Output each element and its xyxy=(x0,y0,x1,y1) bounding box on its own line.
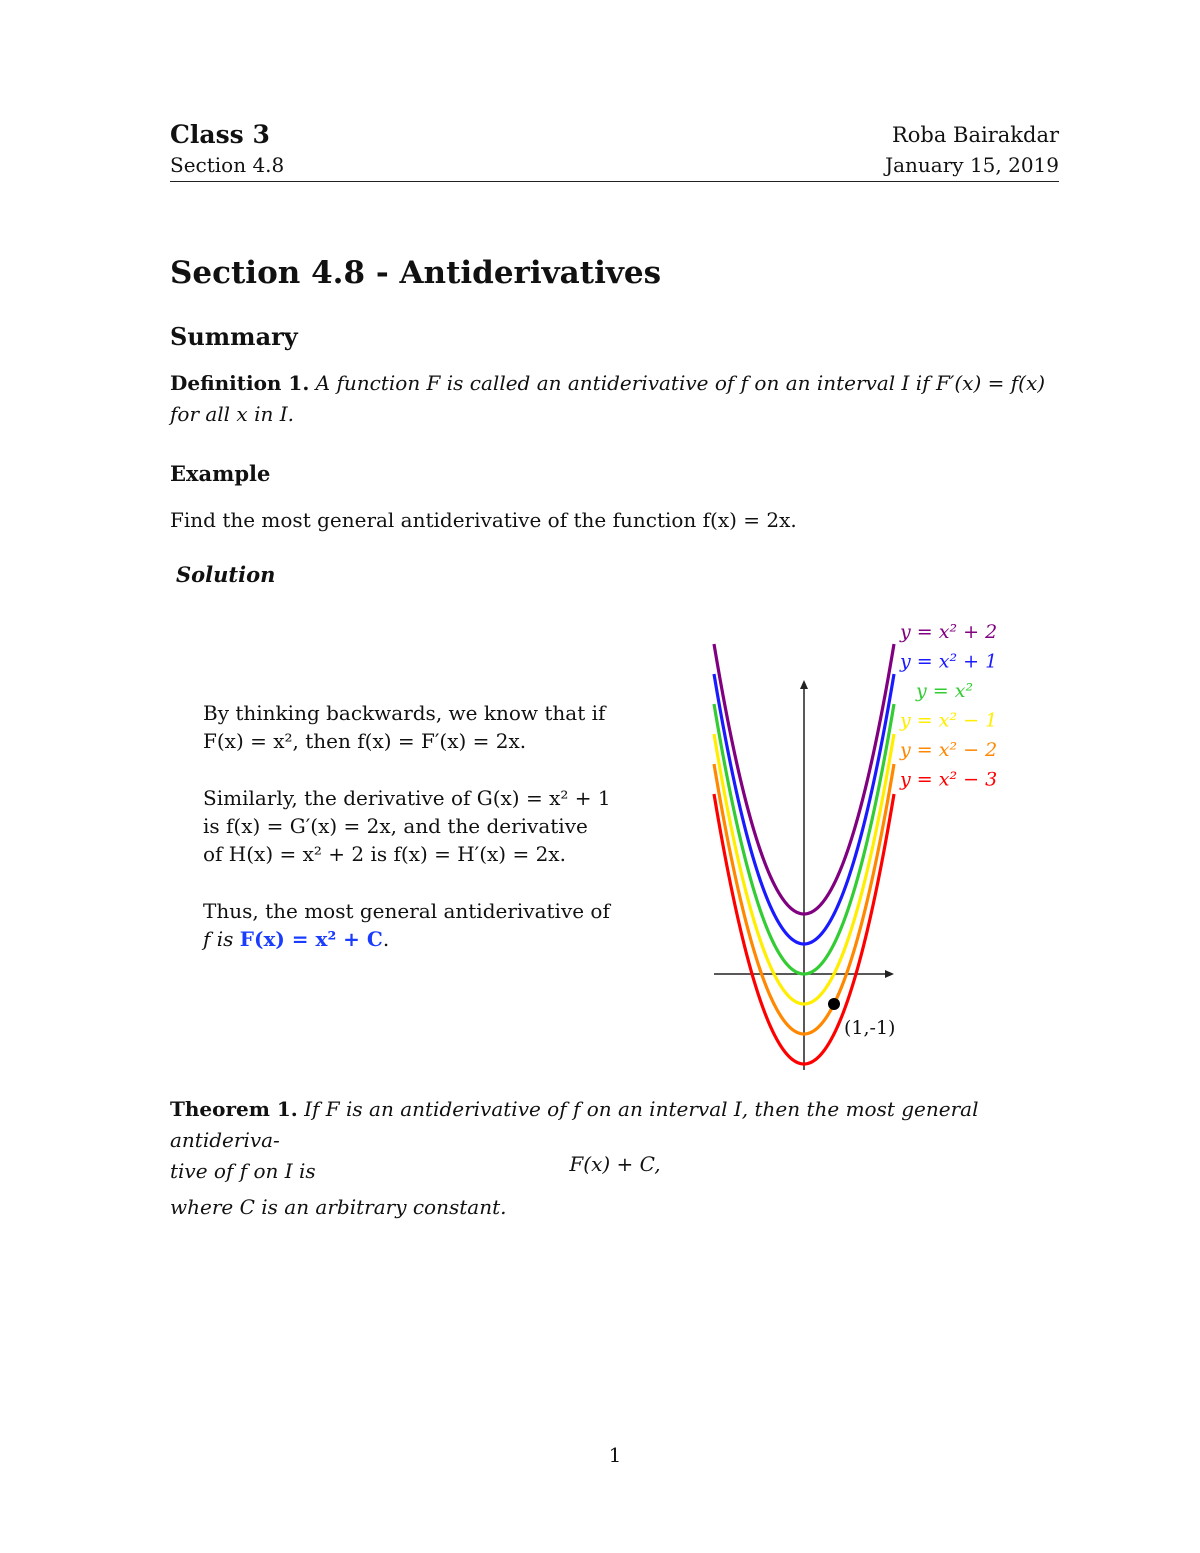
curve-label: y = x² + 1 xyxy=(900,650,998,673)
theorem-text-c: where C is an arbitrary constant. xyxy=(170,1195,507,1219)
theorem-text-a: If F is an antiderivative of f on an interval I, then the most general antideriva- xyxy=(170,1097,979,1152)
header-author: Roba Bairakdar xyxy=(891,123,1059,147)
solution-line: of H(x) = x² + 2 is f(x) = H′(x) = 2x. xyxy=(203,842,566,866)
curve-label: y = x² xyxy=(916,680,974,702)
solution-paragraph-1 xyxy=(203,699,623,755)
solution-label: Solution xyxy=(176,562,276,587)
curve-label: y = x² − 1 xyxy=(900,709,998,732)
definition xyxy=(170,368,1060,430)
solution-paragraph-3 xyxy=(203,897,623,953)
solution-period: . xyxy=(382,927,390,951)
theorem-formula: F(x) + C, xyxy=(569,1152,661,1176)
header-rule xyxy=(170,181,1059,182)
solution-line: is f(x) = G′(x) = 2x, and the derivative xyxy=(203,814,588,838)
solution-line: F(x) = x², then f(x) = F′(x) = 2x. xyxy=(203,729,527,753)
header-date: January 15, 2019 xyxy=(885,153,1059,177)
point-label: (1,-1) xyxy=(844,1017,896,1039)
definition-text-b: for all x in I. xyxy=(170,402,294,426)
parabola-graph xyxy=(700,610,1020,1080)
point-marker xyxy=(828,998,840,1010)
curve-labels xyxy=(899,621,997,791)
page-number: 1 xyxy=(608,1443,622,1467)
solution-line: Similarly, the derivative of G(x) = x² + 1 xyxy=(203,786,611,810)
curve-label: y = x² + 2 xyxy=(900,621,998,643)
header-class-title: Class 3 xyxy=(170,120,270,149)
summary-heading: Summary xyxy=(170,322,298,351)
solution-paragraph-2 xyxy=(203,784,623,868)
solution-line xyxy=(203,925,623,953)
curve-label: y = x² − 2 xyxy=(900,739,998,761)
solution-answer: F(x) = x² + C xyxy=(239,927,383,951)
example-heading: Example xyxy=(170,461,271,486)
curve-label: y = x² − 3 xyxy=(900,768,998,791)
theorem-label: Theorem 1. xyxy=(170,1097,298,1121)
solution-f: f is xyxy=(203,927,234,951)
theorem-text-b: tive of f on I is xyxy=(170,1159,316,1183)
y-axis-arrow xyxy=(800,680,808,689)
definition-label: Definition 1. xyxy=(170,371,310,395)
x-axis-arrow xyxy=(885,970,894,978)
solution-line: Thus, the most general antiderivative of xyxy=(203,899,610,923)
section-title: Section 4.8 - Antiderivatives xyxy=(170,255,662,291)
header-section: Section 4.8 xyxy=(170,153,285,177)
solution-line: By thinking backwards, we know that if xyxy=(203,701,606,725)
definition-text-a: A function F is called an antiderivative of f on an interval I if F′(x) = f(x) xyxy=(315,371,1046,395)
example-problem: Find the most general antiderivative of the function f(x) = 2x. xyxy=(170,508,797,532)
